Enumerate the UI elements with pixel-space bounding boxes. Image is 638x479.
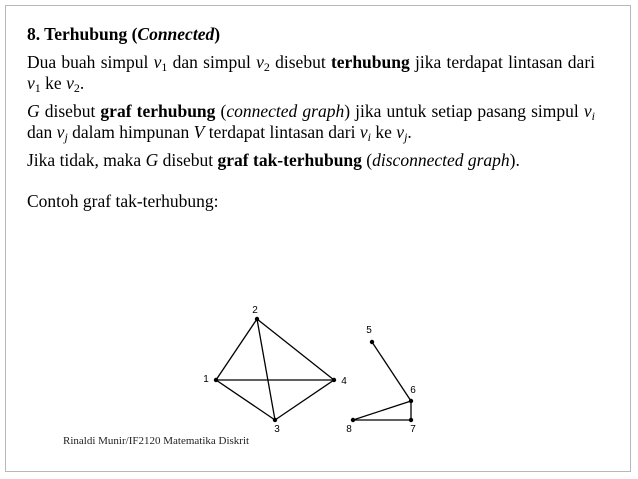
section-heading: 8. Terhubung (Connected) [27, 24, 221, 44]
vertex-8 [351, 418, 355, 422]
vertex-label-3: 3 [274, 424, 280, 435]
paragraph-graf-terhubung: G disebut graf terhubung (connected graph) jika untuk setiap pasang simpul $v_i$ dan $v_j$ dalam himpunan V terdapat lintasan dari $v_i$ ke $v_j$. [27, 100, 596, 144]
vertex-5 [370, 340, 374, 344]
vertex-1 [214, 378, 218, 382]
vertex-label-5: 5 [366, 325, 372, 336]
edge-1-3 [216, 380, 275, 420]
edge-5-6 [372, 342, 411, 401]
edge-8-6 [353, 401, 411, 420]
vertex-7 [409, 418, 413, 422]
edge-2-4 [257, 319, 334, 380]
paragraph-graf-tak-terhubung: Jika tidak, maka G disebut graf tak-terhubung (disconnected graph). [27, 149, 520, 170]
vertex-4 [332, 378, 336, 382]
paragraph-terhubung: Dua buah simpul $v_1$ dan simpul $v_2$ disebut terhubung jika terdapat lintasan dari $v_1$ ke $v_2$. [27, 51, 596, 95]
vertex-label-2: 2 [252, 305, 258, 316]
vertex-label-8: 8 [346, 424, 352, 435]
vertex-3 [273, 418, 277, 422]
edge-3-4 [275, 380, 334, 420]
footer-credit: Rinaldi Munir/IF2120 Matematika Diskrit [63, 435, 250, 447]
vertex-label-1: 1 [203, 374, 209, 385]
vertex-6 [409, 399, 413, 403]
example-label: Contoh graf tak-terhubung: [27, 191, 219, 211]
vertex-label-6: 6 [410, 385, 416, 396]
edge-2-3 [257, 319, 275, 420]
vertex-2 [255, 317, 259, 321]
vertex-label-7: 7 [410, 424, 416, 435]
vertex-label-4: 4 [341, 376, 347, 387]
edge-1-2 [216, 319, 257, 380]
